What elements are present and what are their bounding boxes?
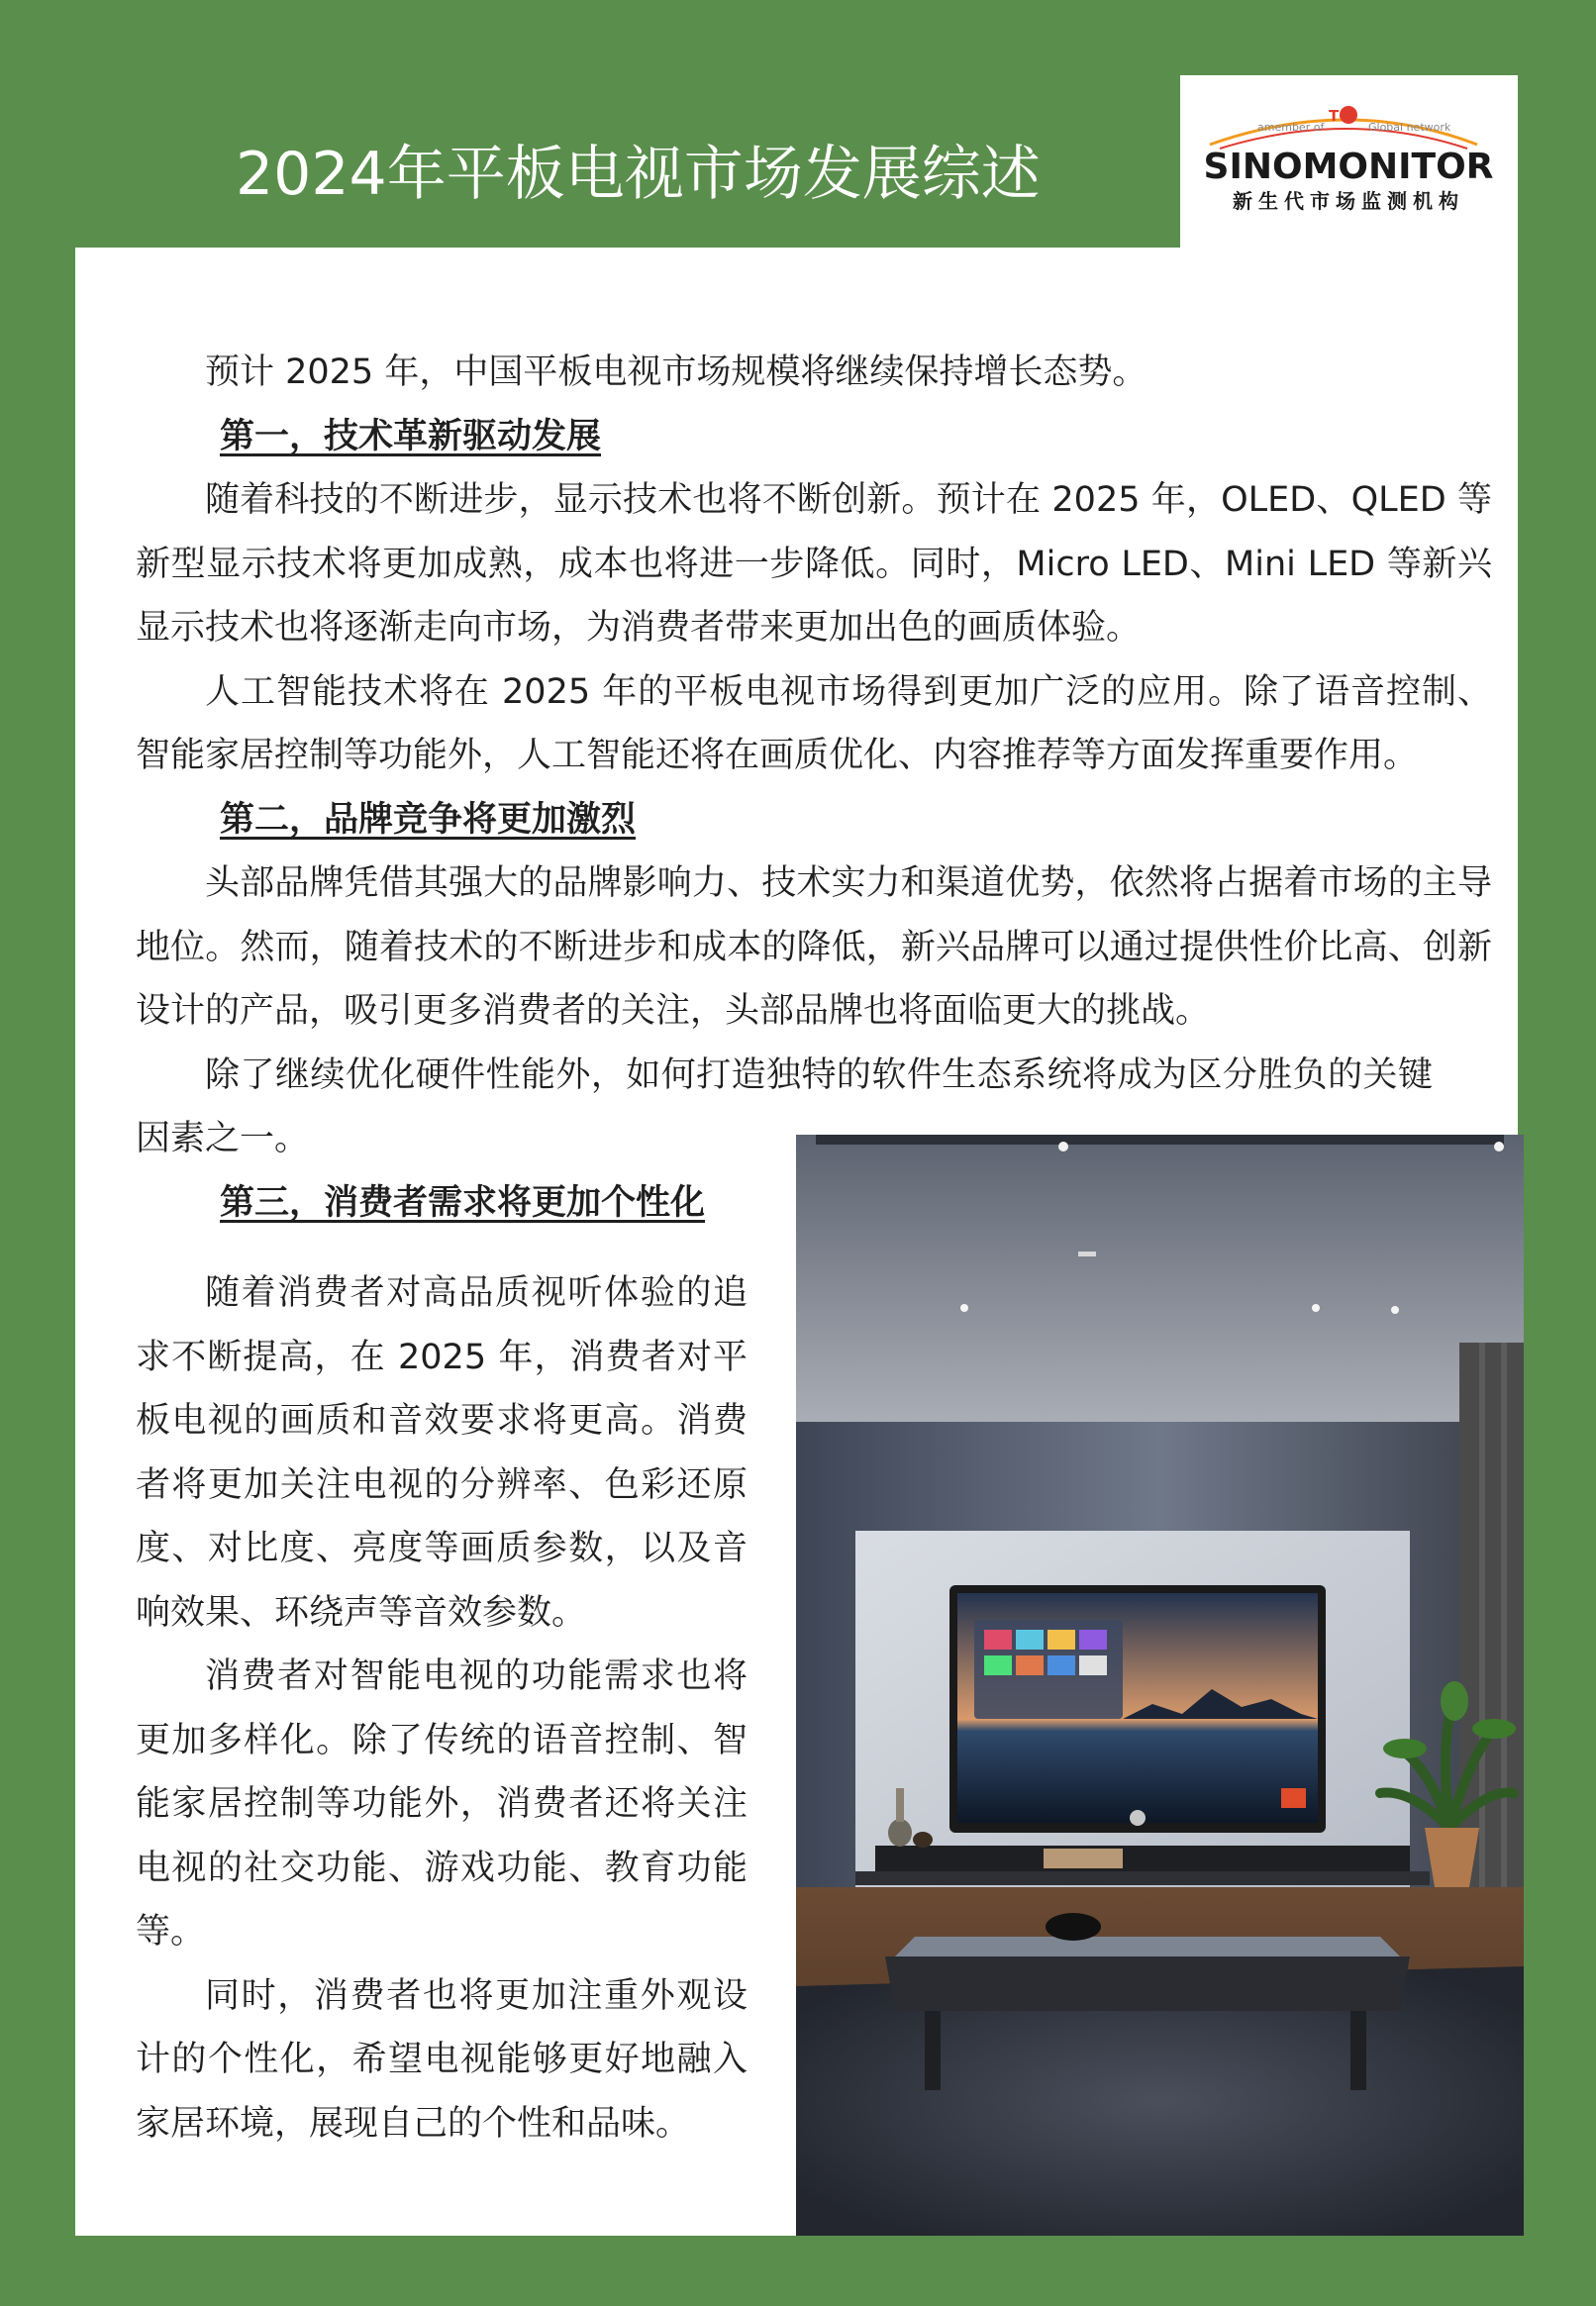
- page-title: 2024年平板电视市场发展综述: [236, 140, 1041, 209]
- article-upper-body: [136, 341, 1492, 1235]
- logo-brand-text: SINOMONITOR: [1203, 147, 1494, 187]
- section-heading-technology: 第一，技术革新驱动发展: [220, 416, 602, 456]
- section-heading-consumers: 第三，消费者需求将更加个性化: [220, 1182, 706, 1223]
- section-heading-brands: 第二，品牌竞争将更加激烈: [220, 799, 637, 840]
- section2-paragraph-2: 除了继续优化硬件性能外，如何打造独特的软件生态系统将成为区分胜负的关键因素之一。: [136, 1054, 1433, 1158]
- intro-paragraph: 预计 2025 年，中国平板电视市场规模将继续保持增长态势。: [205, 352, 1147, 392]
- living-room-tv-photo: [796, 1135, 1524, 2236]
- section3-paragraph-2: 消费者对智能电视的功能需求也将更加多样化。除了传统的语音控制、智能家居控制等功能外，消费者还将关注电视的社交功能、游戏功能、教育功能等。: [136, 1656, 748, 1952]
- section1-paragraph-2: 人工智能技术将在 2025 年的平板电视市场得到更加广泛的应用。除了语音控制、智能家居控制等功能外，人工智能还将在画质优化、内容推荐等方面发挥重要作用。: [136, 671, 1492, 775]
- logo-subtitle-text: 新生代市场监测机构: [1233, 189, 1464, 213]
- section3-paragraph-1: 随着消费者对高品质视听体验的追求不断提高，在 2025 年，消费者对平板电视的画质和音效要求将更高。消费者将更加关注电视的分辨率、色彩还原度、对比度、亮度等画质参数，以及音响效果、环绕声等音效参数。: [136, 1273, 748, 1633]
- article-column-body: [136, 1261, 748, 2156]
- section1-paragraph-1: 随着科技的不断进步，显示技术也将不断创新。预计在 2025 年，OLED、QLED 等新型显示技术将更加成熟，成本也将进一步降低。同时，Micro LED、Mini LED 等新兴显示技术也将逐渐走向市场，为消费者带来更加出色的画质体验。: [136, 480, 1492, 648]
- logo-tagline-left: amember of: [1257, 121, 1325, 134]
- section3-paragraph-3: 同时，消费者也将更加注重外观设计的个性化，希望电视能够更好地融入家居环境，展现自己的个性和品味。: [136, 1975, 748, 2144]
- logo-tgi-mark: TGI: [1329, 107, 1357, 125]
- sinomonitor-logo: [1180, 75, 1518, 248]
- section2-paragraph-1: 头部品牌凭借其强大的品牌影响力、技术实力和渠道优势，依然将占据着市场的主导地位。然而，随着技术的不断进步和成本的降低，新兴品牌可以通过提供性价比高、创新设计的产品，吸引更多消费者的关注，头部品牌也将面临更大的挑战。: [136, 863, 1492, 1031]
- logo-tagline-right: Global network: [1368, 121, 1451, 134]
